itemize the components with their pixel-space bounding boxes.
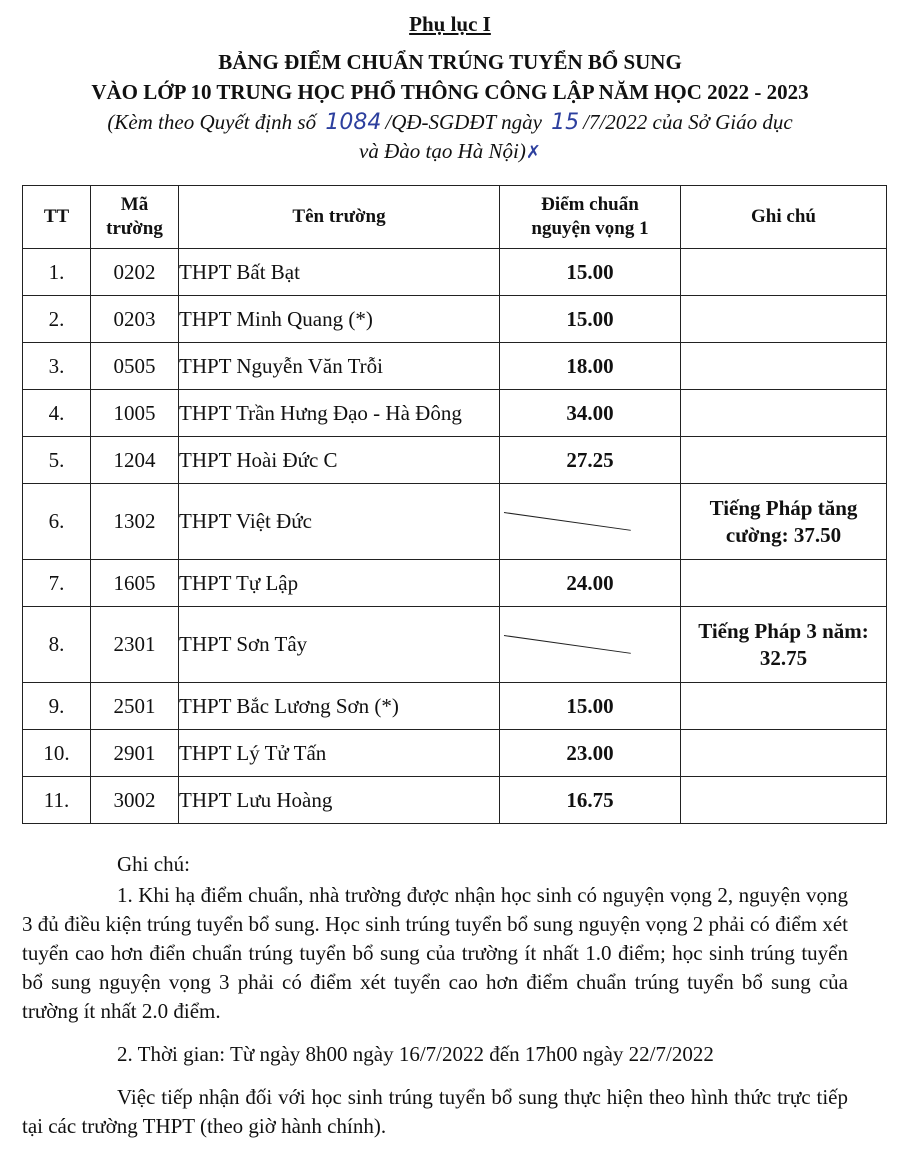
table-row — [23, 484, 887, 560]
cutoff-score: 15.00 — [500, 683, 681, 730]
school-name: THPT Việt Đức — [179, 484, 500, 560]
document-title-line1: BẢNG ĐIỂM CHUẨN TRÚNG TUYỂN BỔ SUNG — [218, 50, 682, 74]
subtitle-part2: /QĐ-SGDĐT ngày — [385, 110, 542, 134]
school-name: THPT Sơn Tây — [179, 607, 500, 683]
decision-reference-line2 — [0, 139, 900, 164]
table-row — [23, 683, 887, 730]
table-row — [23, 730, 887, 777]
subtitle-part3: /7/2022 của Sở Giáo dục — [583, 110, 793, 134]
school-code: 1204 — [91, 437, 179, 484]
row-note — [681, 437, 887, 484]
row-note — [681, 296, 887, 343]
subtitle-part1: (Kèm theo Quyết định số — [107, 110, 317, 134]
school-code: 1005 — [91, 390, 179, 437]
admission-score-table — [22, 185, 887, 824]
school-name: THPT Lưu Hoàng — [179, 777, 500, 824]
school-name: THPT Minh Quang (*) — [179, 296, 500, 343]
notes-section — [22, 850, 848, 1141]
row-number: 7. — [23, 560, 91, 607]
row-number: 6. — [23, 484, 91, 560]
school-code: 2501 — [91, 683, 179, 730]
row-note — [681, 607, 887, 683]
row-number: 2. — [23, 296, 91, 343]
row-note — [681, 730, 887, 777]
table-row — [23, 249, 887, 296]
column-header-name: Tên trường — [179, 186, 500, 249]
table-row — [23, 777, 887, 824]
cutoff-score: 24.00 — [500, 560, 681, 607]
document-title-line2: VÀO LỚP 10 TRUNG HỌC PHỔ THÔNG CÔNG LẬP NĂM HỌC 2022 - 2023 — [91, 80, 809, 104]
handwritten-decision-day: 15 — [551, 110, 580, 135]
cutoff-score: 15.00 — [500, 296, 681, 343]
crossed-out-line — [504, 635, 631, 654]
row-note — [681, 484, 887, 560]
cutoff-score-crossed — [500, 484, 681, 560]
row-number: 10. — [23, 730, 91, 777]
row-number: 1. — [23, 249, 91, 296]
row-note — [681, 249, 887, 296]
table-row — [23, 560, 887, 607]
row-note-line1: Tiếng Pháp 3 năm: — [698, 618, 869, 643]
school-code: 3002 — [91, 777, 179, 824]
table-row — [23, 390, 887, 437]
cutoff-score: 27.25 — [500, 437, 681, 484]
appendix-heading: Phụ lục I — [409, 12, 491, 36]
row-number: 4. — [23, 390, 91, 437]
table-row — [23, 296, 887, 343]
crossed-out-line — [504, 512, 631, 531]
row-number: 8. — [23, 607, 91, 683]
school-code: 0202 — [91, 249, 179, 296]
school-code: 1605 — [91, 560, 179, 607]
cutoff-score: 34.00 — [500, 390, 681, 437]
decision-reference-line1 — [0, 110, 900, 135]
cutoff-score: 23.00 — [500, 730, 681, 777]
school-name: THPT Bất Bạt — [179, 249, 500, 296]
row-note — [681, 560, 887, 607]
cutoff-score: 16.75 — [500, 777, 681, 824]
school-code: 0505 — [91, 343, 179, 390]
school-name: THPT Trần Hưng Đạo - Hà Đông — [179, 390, 500, 437]
school-name: THPT Lý Tử Tấn — [179, 730, 500, 777]
note-item-3: Việc tiếp nhận đối với học sinh trúng tuyển bổ sung thực hiện theo hình thức trực tiếp tại các trường THPT (theo giờ hành chính). — [22, 1085, 848, 1138]
row-note — [681, 683, 887, 730]
cutoff-score: 18.00 — [500, 343, 681, 390]
table-row — [23, 607, 887, 683]
row-note — [681, 777, 887, 824]
row-note-line2: cường: 37.50 — [725, 522, 842, 547]
handwritten-mark: ✗ — [525, 142, 541, 163]
column-header-tt: TT — [23, 186, 91, 249]
table-row — [23, 437, 887, 484]
school-code: 2301 — [91, 607, 179, 683]
school-name: THPT Nguyễn Văn Trỗi — [179, 343, 500, 390]
row-number: 3. — [23, 343, 91, 390]
school-code: 0203 — [91, 296, 179, 343]
row-number: 9. — [23, 683, 91, 730]
school-code: 1302 — [91, 484, 179, 560]
table-row — [23, 343, 887, 390]
note-item-1: 1. Khi hạ điểm chuẩn, nhà trường được nhận học sinh có nguyện vọng 2, nguyện vọng 3 đủ điều kiện trúng tuyển bổ sung. Học sinh trúng tuyển bổ sung nguyện vọng 2 phải có điểm xét tuyển cao hơn điển chuẩn trúng tuyển bổ sung của trường ít nhất 1.0 điểm; học sinh trúng tuyển bổ sung nguyện vọng 3 phải có điểm xét tuyển cao hơn điểm chuẩn trúng tuyển bổ sung của trường ít nhất 2.0 điểm. — [22, 883, 848, 1023]
column-header-note: Ghi chú — [681, 186, 887, 249]
row-note — [681, 343, 887, 390]
subtitle-line2: và Đào tạo Hà Nội) — [359, 139, 526, 163]
school-name: THPT Hoài Đức C — [179, 437, 500, 484]
row-note — [681, 390, 887, 437]
column-header-code: Mã trường — [91, 186, 179, 249]
note-item-2: 2. Thời gian: Từ ngày 8h00 ngày 16/7/2022 đến 17h00 ngày 22/7/2022 — [117, 1042, 714, 1066]
handwritten-decision-number: 1084 — [325, 110, 382, 135]
row-note-line1: Tiếng Pháp tăng — [709, 495, 858, 520]
column-header-score: Điểm chuẩn nguyện vọng 1 — [500, 186, 681, 249]
notes-label: Ghi chú: — [117, 852, 190, 876]
cutoff-score-crossed — [500, 607, 681, 683]
row-number: 5. — [23, 437, 91, 484]
school-name: THPT Bắc Lương Sơn (*) — [179, 683, 500, 730]
cutoff-score: 15.00 — [500, 249, 681, 296]
row-number: 11. — [23, 777, 91, 824]
school-code: 2901 — [91, 730, 179, 777]
school-name: THPT Tự Lập — [179, 560, 500, 607]
table-header-row — [23, 186, 887, 249]
row-note-line2: 32.75 — [759, 645, 808, 670]
